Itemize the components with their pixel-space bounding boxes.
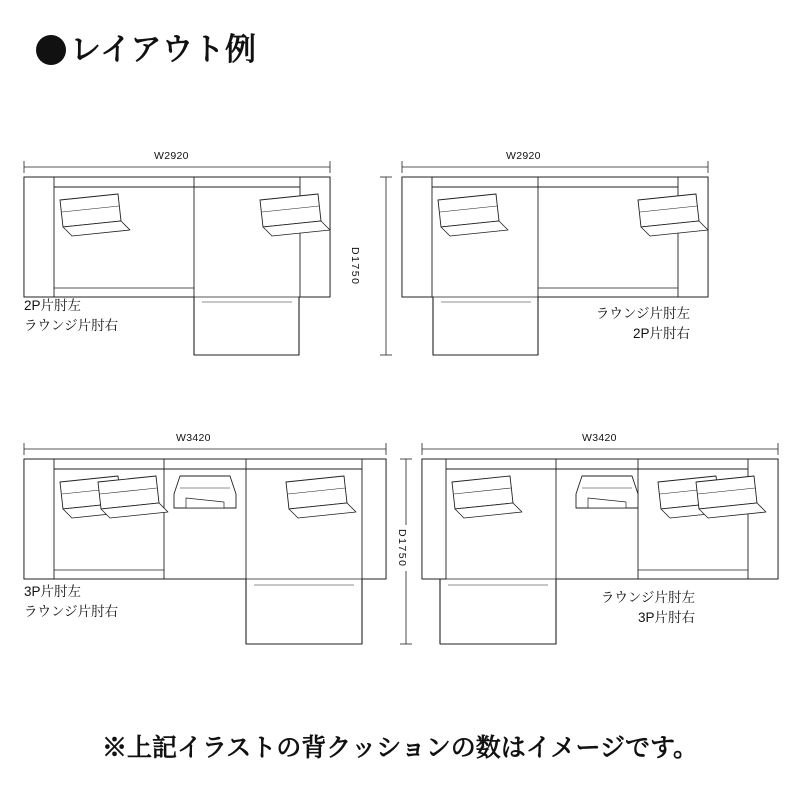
footer-note: ※上記イラストの背クッションの数はイメージです。 (101, 734, 698, 762)
layout-diagram-bottom-right (396, 432, 786, 662)
layout-diagram-top-left (14, 150, 354, 380)
dimension-label-depth-top-right: D1750 (349, 243, 361, 289)
caption-line: 2P片肘左 (24, 298, 82, 313)
caption-line: ラウンジ片肘左 (600, 590, 695, 605)
caption-bottom-left (24, 582, 118, 621)
caption-line: ラウンジ片肘右 (24, 317, 119, 333)
sofa-drawing-bottom-right (396, 432, 786, 662)
dimension-label-width-bottom-left: W3420 (172, 432, 215, 444)
page-title (36, 34, 257, 65)
caption-line: 3P片肘左 (24, 584, 82, 599)
dimension-label-width-bottom-right: W3420 (578, 432, 621, 444)
caption-line: ラウンジ片肘左 (595, 306, 690, 321)
caption-line: 2P片肘右 (632, 325, 690, 341)
bullet-icon (36, 35, 66, 65)
sofa-drawing-bottom-left (14, 432, 394, 662)
caption-line: ラウンジ片肘右 (24, 603, 119, 619)
caption-top-right (596, 304, 690, 343)
dimension-label-width-top-left: W2920 (150, 150, 193, 162)
sofa-drawing-top-left (14, 150, 354, 380)
caption-top-left (24, 296, 118, 335)
layout-diagram-bottom-left (14, 432, 394, 662)
sofa-drawing-top-right (368, 150, 718, 380)
dimension-label-width-top-right: W2920 (502, 150, 545, 162)
caption-line: 3P片肘右 (637, 609, 695, 625)
layout-diagram-top-right (368, 150, 718, 380)
caption-bottom-right (601, 588, 695, 627)
page-title-text: レイアウト例 (70, 32, 257, 67)
dimension-label-depth-bottom-right: D1750 (396, 525, 408, 571)
